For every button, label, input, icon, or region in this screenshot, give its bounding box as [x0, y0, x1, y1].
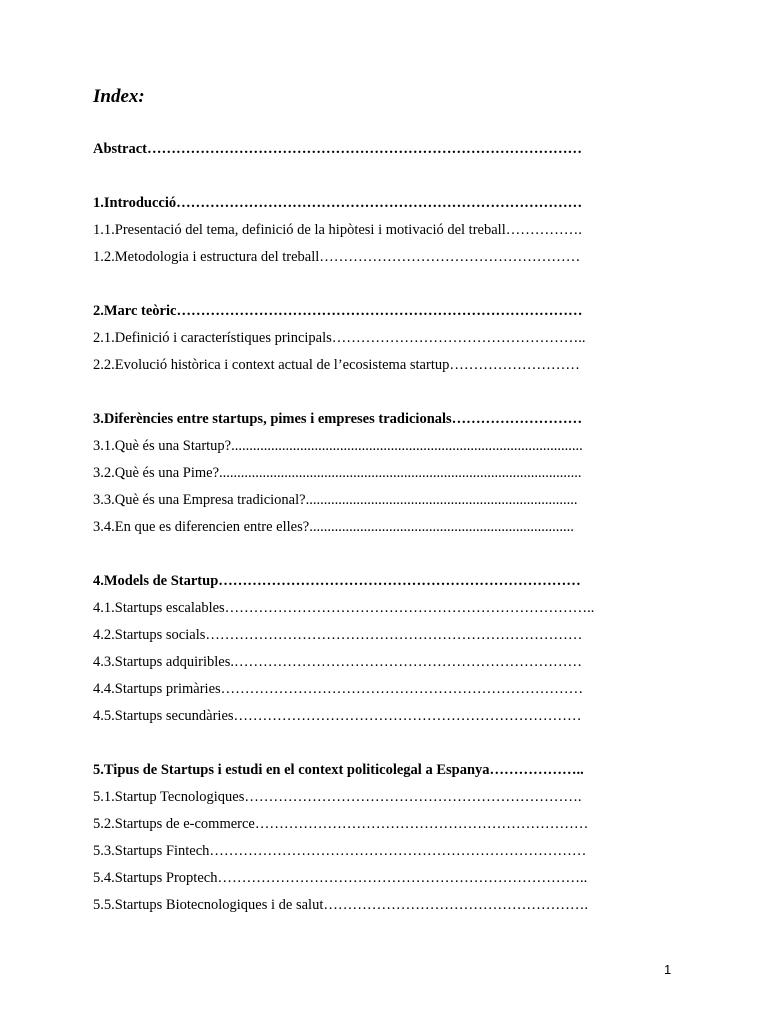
index-title: Index:	[93, 86, 145, 107]
toc-entry-5: 5.Tipus de Startups i estudi en el context politicolegal a Espanya………………..	[93, 762, 584, 778]
table-of-contents	[93, 138, 668, 921]
toc-entry-5-5: 5.5.Startups Biotecnologiques i de salut……………………………………………….	[93, 897, 588, 913]
toc-entry-5-2: 5.2.Startups de e-commerce……………………………………………………………	[93, 816, 589, 832]
toc-entry-1-2: 1.2.Metodologia i estructura del treball………………………………………………	[93, 249, 581, 265]
toc-entry-2-1: 2.1.Definició i característiques principals……………………………………………..	[93, 330, 586, 346]
toc-entry-4-5: 4.5.Startups secundàries………………………………………………………………	[93, 708, 582, 724]
toc-entry-5-4: 5.4.Startups Proptech…………………………………………………………………..	[93, 870, 588, 886]
toc-entry-4: 4.Models de Startup…………………………………………………………………	[93, 573, 581, 589]
toc-entry-1-1: 1.1.Presentació del tema, definició de la hipòtesi i motivació del treball…………….	[93, 222, 582, 238]
toc-entry-4-4: 4.4.Startups primàries…………………………………………………………………	[93, 681, 584, 697]
toc-entry-4-1: 4.1.Startups escalables…………………………………………………………………..	[93, 600, 595, 616]
toc-entry-abstract: Abstract………………………………………………………………………………	[93, 141, 582, 157]
toc-entry-4-2: 4.2.Startups socials……………………………………………………………………	[93, 627, 583, 643]
toc-entry-2-2: 2.2.Evolució històrica i context actual de l’ecosistema startup………………………	[93, 357, 580, 373]
toc-entry-5-3: 5.3.Startups Fintech……………………………………………………………………	[93, 843, 587, 859]
toc-entry-5-1: 5.1.Startup Tecnologiques…………………………………………………………….	[93, 789, 582, 805]
toc-entry-3-4: 3.4.En que es diferencien entre elles?.........................................................................	[93, 519, 574, 535]
toc-entry-3-3: 3.3.Què és una Empresa tradicional?...........................................................................	[93, 492, 578, 508]
page-number: 1	[664, 962, 672, 977]
toc-entry-3: 3.Diferències entre startups, pimes i empreses tradicionals………………………	[93, 411, 583, 427]
toc-entry-3-2: 3.2.Què és una Pime?....................................................................................................	[93, 465, 582, 481]
toc-entry-1: 1.Introducció…………………………………………………………………………	[93, 195, 583, 211]
toc-entry-2: 2.Marc teòric…………………………………………………………………………	[93, 303, 583, 319]
toc-entry-4-3: 4.3.Startups adquiribles.………………………………………………………………	[93, 654, 582, 670]
toc-entry-3-1: 3.1.Què és una Startup?.................................................................................................	[93, 438, 583, 454]
